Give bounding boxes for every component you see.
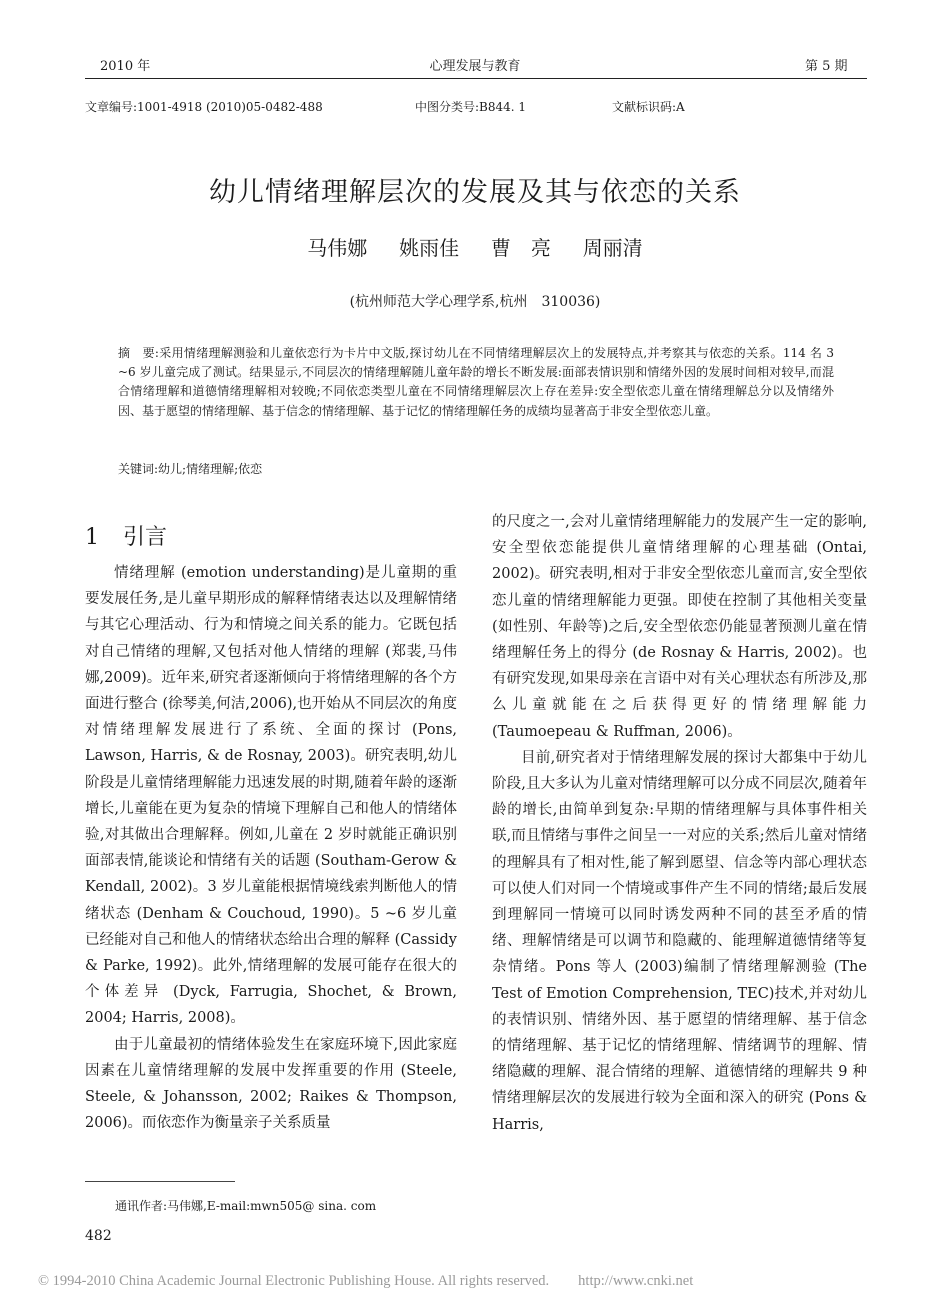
article-number: 文章编号:1001-4918 (2010)05-0482-488 (85, 100, 323, 114)
footnote-rule (85, 1181, 235, 1182)
header-year: 2010 年 (100, 59, 151, 74)
document-code: 文献标识码:A (612, 100, 685, 114)
affiliation: (杭州师范大学心理学系,杭州 310036) (349, 294, 601, 310)
left-column (85, 560, 457, 1136)
body-paragraph: 目前,研究者对于情绪理解发展的探讨大都集中于幼儿阶段,且大多认为儿童对情绪理解可以分成不同层次,随着年龄的增长,由简单到复杂:早期的情绪理解与具体事件相关联,而且情绪与事件之间呈一一对应的关系;然后儿童对情绪的理解具有了相对性,能了解到愿望、信念等内部心理状态可以使人们对同一个情境或事件产生不同的情绪;最后发展到理解同一情境可以同时诱发两种不同的甚至矛盾的情绪、理解情绪是可以调节和隐藏的、能理解道德情绪等复杂情绪。Pons 等人 (2003)编制了情绪理解测验 (The Test of Emotion Comprehension, TEC)技术,并对幼儿的表情识别、情绪外因、基于愿望的情绪理解、基于信念的情绪理解、基于记忆的情绪理解、情绪调节的理解、情绪隐藏的理解、混合情绪的理解、道德情绪的理解共 9 种情绪理解层次的发展进行较为全面和深入的研究 (Pons & Harris, (492, 749, 867, 1133)
body-paragraph: 的尺度之一,会对儿童情绪理解能力的发展产生一定的影响,安全型依恋能提供儿童情绪理解的心理基础 (Ontai, 2002)。研究表明,相对于非安全型依恋儿童而言,安全型依恋儿童的情绪理解能力更强。即使在控制了其他相关变量 (如性别、年龄等)之后,安全型依恋仍能显著预测儿童在情绪理解任务上的得分 (de Rosnay & Harris, 2002)。也有研究发现,如果母亲在言语中对有关心理状态有所涉及,那么儿童就能在之后获得更好的情绪理解能力 (Taumoepeau & Ruffman, 2006)。 (492, 514, 867, 740)
clc-number: 中图分类号:B844. 1 (415, 100, 527, 114)
author-name: 曹 亮 (490, 236, 551, 260)
header-rule (85, 78, 867, 79)
author-name: 周丽清 (582, 236, 643, 260)
abstract (118, 344, 834, 421)
abstract-label: 摘 要: (118, 346, 159, 360)
author-name: 姚雨佳 (399, 236, 460, 260)
paper-title: 幼儿情绪理解层次的发展及其与依恋的关系 (209, 177, 741, 208)
body-paragraph: 由于儿童最初的情绪体验发生在家庭环境下,因此家庭因素在儿童情绪理解的发展中发挥重要的作用 (Steele, Steele, & Johansson, 2002; Raikes & Thompson, 2006)。而依恋作为衡量亲子关系质量 (85, 1036, 457, 1132)
section-number: 1 (85, 525, 99, 550)
section-heading (85, 520, 167, 551)
header-issue: 第 5 期 (805, 59, 848, 74)
keywords: 关键词:幼儿;情绪理解;依恋 (118, 462, 263, 476)
copyright-watermark: © 1994-2010 China Academic Journal Electronic Publishing House. All rights reserved. http://www.cnki.net (38, 1273, 694, 1289)
author-list (0, 232, 950, 261)
header-journal: 心理发展与教育 (429, 59, 521, 74)
footnote: 通讯作者:马伟娜,E-mail:mwn505@ sina. com (115, 1199, 377, 1213)
body-paragraph: 情绪理解 (emotion understanding)是儿童期的重要发展任务,是儿童早期形成的解释情绪表达以及理解情绪与其它心理活动、行为和情境之间关系的能力。它既包括对自己情绪的理解,又包括对他人情绪的理解 (郑裴,马伟娜,2009)。近年来,研究者逐渐倾向于将情绪理解的各个方面进行整合 (徐琴美,何洁,2006),也开始从不同层次的角度对情绪理解发展进行了系统、全面的探讨 (Pons, Lawson, Harris, & de Rosnay, 2003)。研究表明,幼儿阶段是儿童情绪理解能力迅速发展的时期,随着年龄的逐渐增长,儿童能在更为复杂的情境下理解自己和他人的情绪体验,对其做出合理解释。例如,儿童在 2 岁时就能正确识别面部表情,能谈论和情绪有关的话题 (Southam-Gerow & Kendall, 2002)。3 岁儿童能根据情境线索判断他人的情绪状态 (Denham & Couchoud, 1990)。5 ~6 岁儿童已经能对自己和他人的情绪状态给出合理的解释 (Cassidy & Parke, 1992)。此外,情绪理解的发展可能存在很大的个体差异 (Dyck, Farrugia, Shochet, & Brown, 2004; Harris, 2008)。 (85, 565, 457, 1027)
right-column (492, 509, 867, 1138)
author-name: 马伟娜 (307, 236, 368, 260)
abstract-text: 采用情绪理解测验和儿童依恋行为卡片中文版,探讨幼儿在不同情绪理解层次上的发展特点,并考察其与依恋的关系。114 名 3 ~6 岁儿童完成了测试。结果显示,不同层次的情绪理解随儿童年龄的增长不断发展:面部表情识别和情绪外因的发展时间相对较早,而混合情绪理解和道德情绪理解相对较晚;不同依恋类型儿童在不同情绪理解层次上存在差异:安全型依恋儿童在情绪理解总分以及情绪外因、基于愿望的情绪理解、基于信念的情绪理解、基于记忆的情绪理解任务的成绩均显著高于非安全型依恋儿童。 (118, 346, 834, 418)
section-title: 引言 (123, 525, 168, 550)
page-number: 482 (85, 1228, 112, 1244)
